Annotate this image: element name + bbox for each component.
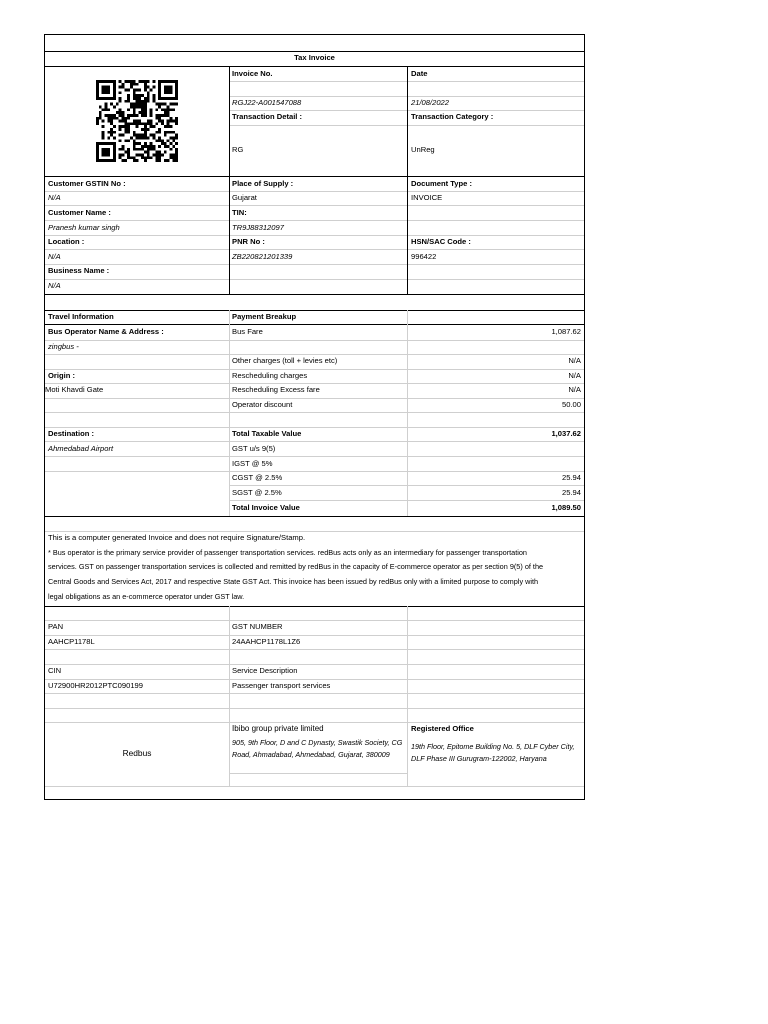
cin: U72900HR2012PTC090199 bbox=[48, 681, 143, 690]
payment-row-value: 50.00 bbox=[561, 400, 581, 409]
origin-label: Origin : bbox=[48, 371, 75, 380]
company-name: Ibibo group private limited bbox=[232, 724, 324, 733]
pnr-label: PNR No : bbox=[232, 237, 265, 246]
location: N/A bbox=[48, 252, 61, 261]
hsn-label: HSN/SAC Code : bbox=[411, 237, 471, 246]
travel-info-header: Travel Information bbox=[48, 312, 114, 321]
pan-label: PAN bbox=[48, 622, 64, 631]
date-label: Date bbox=[411, 69, 428, 78]
pnr: ZB220821201339 bbox=[232, 252, 293, 261]
gst-number-label: GST NUMBER bbox=[232, 622, 283, 631]
place-of-supply-label: Place of Supply : bbox=[232, 179, 294, 188]
cin-label: CIN bbox=[48, 666, 62, 675]
service-description: Passenger transport services bbox=[232, 681, 331, 690]
destination-label: Destination : bbox=[48, 429, 94, 438]
registered-office-label: Registered Office bbox=[411, 724, 474, 733]
payment-row-value: 25.94 bbox=[561, 488, 581, 497]
disclaimer-line: * Bus operator is the primary service provider of passenger transportation services. redBus acts only as an intermediary for passenger transportation bbox=[48, 548, 527, 557]
company-address: 905, 9th Floor, D and C Dynasty, Swastik Society, CG Road, Ahmadabad, Ahmedabad, Gujarat, 380009 bbox=[232, 738, 403, 759]
payment-row-label: IGST @ 5% bbox=[232, 459, 273, 468]
total-taxable-value: 1,037.62 bbox=[551, 429, 581, 438]
invoice-date: 21/08/2022 bbox=[411, 98, 450, 107]
gst-number: 24AAHCP1178L1Z6 bbox=[232, 637, 301, 646]
transaction-detail: RG bbox=[232, 145, 244, 154]
computer-generated-note: This is a computer generated Invoice and does not require Signature/Stamp. bbox=[48, 533, 306, 542]
registered-office-address: 19th Floor, Epitome Building No. 5, DLF Cyber City, DLF Phase III Gurugram-122002, Haryana bbox=[411, 742, 575, 763]
operator-name: zingbus - bbox=[48, 342, 79, 351]
transaction-category-label: Transaction Category : bbox=[411, 112, 494, 121]
hsn-code: 996422 bbox=[411, 252, 437, 261]
origin: Moti Khavdi Gate bbox=[45, 385, 104, 394]
invoice-no-label: Invoice No. bbox=[232, 69, 273, 78]
tin-label: TIN: bbox=[232, 208, 247, 217]
payment-row-value: 25.94 bbox=[561, 473, 581, 482]
customer-gstin: N/A bbox=[48, 193, 61, 202]
place-of-supply: Gujarat bbox=[232, 193, 257, 202]
customer-gstin-label: Customer GSTIN No : bbox=[48, 179, 126, 188]
customer-name: Pranesh kumar singh bbox=[48, 223, 120, 232]
payment-row-label: Rescheduling Excess fare bbox=[232, 385, 320, 394]
payment-row-label: CGST @ 2.5% bbox=[232, 473, 283, 482]
business-name: N/A bbox=[48, 281, 61, 290]
invoice-sheet bbox=[44, 34, 585, 800]
total-taxable-label: Total Taxable Value bbox=[232, 429, 302, 438]
document-type: INVOICE bbox=[411, 193, 443, 202]
payment-breakup-header: Payment Breakup bbox=[232, 312, 297, 321]
transaction-detail-label: Transaction Detail : bbox=[232, 112, 303, 121]
customer-name-label: Customer Name : bbox=[48, 208, 111, 217]
business-name-label: Business Name : bbox=[48, 266, 110, 275]
payment-row-label: Bus Fare bbox=[232, 327, 263, 336]
payment-row-value: N/A bbox=[568, 371, 581, 380]
disclaimer-line: services. GST on passenger transportation services is collected and remitted by redBus in the capacity of E-commerce operator as per section 9(5) of the bbox=[48, 562, 544, 571]
invoice-title: Tax Invoice bbox=[294, 53, 335, 62]
payment-row-value: N/A bbox=[568, 356, 581, 365]
transaction-category: UnReg bbox=[411, 145, 435, 154]
tin: TR9J88312097 bbox=[232, 223, 284, 232]
operator-label: Bus Operator Name & Address : bbox=[48, 327, 164, 336]
disclaimer-line: legal obligations as an e-commerce operator under GST law. bbox=[48, 592, 245, 601]
payment-row-value: N/A bbox=[568, 385, 581, 394]
payment-row-label: Operator discount bbox=[232, 400, 293, 409]
total-invoice-label: Total Invoice Value bbox=[232, 503, 300, 512]
location-label: Location : bbox=[48, 237, 85, 246]
document-type-label: Document Type : bbox=[411, 179, 473, 188]
payment-row-label: SGST @ 2.5% bbox=[232, 488, 282, 497]
total-invoice-value: 1,089.50 bbox=[551, 503, 581, 512]
payment-row-label: Other charges (toll + levies etc) bbox=[232, 356, 338, 365]
pan: AAHCP1178L bbox=[48, 637, 95, 646]
destination: Ahmedabad Airport bbox=[48, 444, 114, 453]
invoice-no: RGJ22-A001547088 bbox=[232, 98, 302, 107]
qr-code-icon bbox=[94, 80, 180, 162]
payment-row-label: Rescheduling charges bbox=[232, 371, 308, 380]
disclaimer-line: Central Goods and Services Act, 2017 and respective State GST Act. This invoice has been issued by redBus only with a limited purpose to comply with bbox=[48, 577, 539, 586]
payment-row-label: GST u/s 9(5) bbox=[232, 444, 276, 453]
service-description-label: Service Description bbox=[232, 666, 298, 675]
payment-row-value: 1,087.62 bbox=[551, 327, 581, 336]
brand-name: Redbus bbox=[122, 748, 152, 758]
